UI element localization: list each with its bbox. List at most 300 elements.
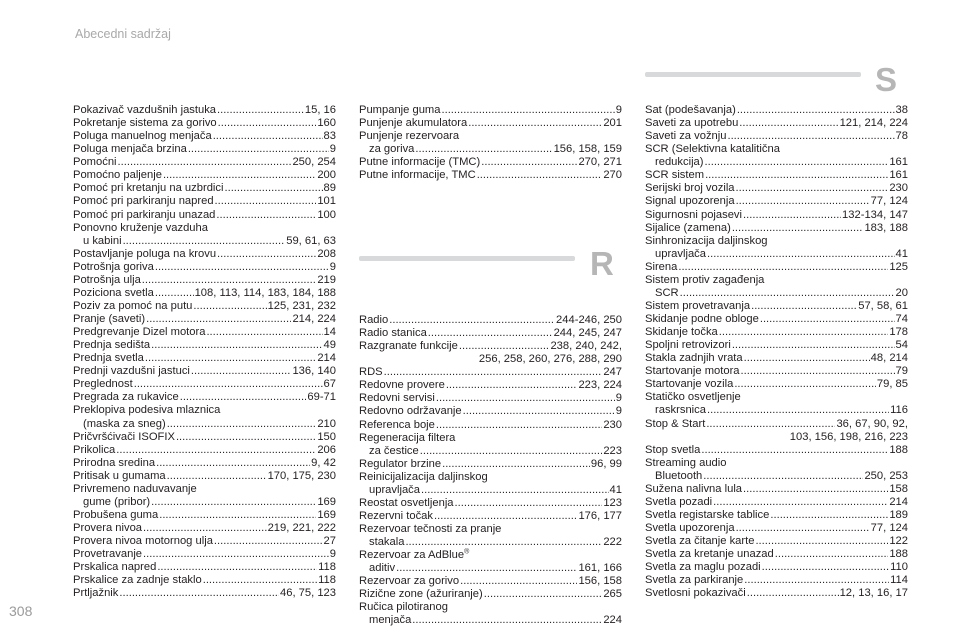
- dot-leader: [459, 340, 550, 353]
- index-entry-pages: 214: [317, 352, 336, 365]
- index-entry-label: Pritisak u gumama: [73, 469, 166, 482]
- index-entry-label: Sužena nalivna lula: [645, 482, 743, 495]
- index-subentry: [359, 143, 622, 156]
- dot-leader: [484, 588, 603, 601]
- index-entry-pages: 214: [889, 495, 908, 508]
- index-entry-label: Postavljanje poluga na krovu: [73, 247, 217, 260]
- index-entry: [645, 535, 908, 548]
- index-entry: [359, 104, 622, 117]
- index-entry: [73, 444, 336, 457]
- dot-leader: [736, 182, 889, 195]
- index-entry-label: Svetlosni pokazivači: [645, 587, 746, 600]
- index-entry: [645, 483, 908, 496]
- index-entry-pages: 208: [317, 247, 336, 260]
- index-entry-pages: 247: [603, 366, 622, 379]
- index-entry-pages: 189: [889, 508, 908, 521]
- page-header-title: Abecedni sadržaj: [75, 27, 171, 41]
- index-entry-pages: 230: [889, 182, 908, 195]
- dot-leader: [706, 418, 835, 431]
- index-entry-heading: [645, 143, 908, 156]
- index-entry-pages: 188: [889, 548, 908, 561]
- dot-leader: [743, 483, 888, 496]
- dot-leader: [217, 104, 304, 117]
- dot-leader: [412, 614, 602, 627]
- index-subentry: [73, 418, 336, 431]
- index-entry: [73, 313, 336, 326]
- index-entry-label: Stop svetla: [645, 443, 701, 456]
- index-entry: [359, 366, 622, 379]
- index-entry-pages: 161, 166: [578, 562, 622, 575]
- index-entry-label: Prednja svetla: [73, 352, 144, 365]
- index-entry-pages: 136, 140: [292, 365, 336, 378]
- index-entry-label: SCR sistem: [645, 169, 705, 182]
- index-entry-label: Preglednost: [73, 378, 133, 391]
- index-entry-pages: 118: [318, 561, 336, 574]
- index-entry-pages: 41: [895, 247, 908, 260]
- index-entry-pages: 125, 231, 232: [267, 299, 336, 312]
- index-entry-pages: 125: [889, 260, 908, 273]
- dot-leader: [159, 509, 316, 522]
- index-entry-label: Redovne provere: [359, 379, 445, 392]
- index-entry-pages: 96, 99: [590, 457, 622, 470]
- index-entry: [359, 497, 622, 510]
- index-entry-pages: 27: [323, 535, 336, 548]
- index-entry-pages: 9: [615, 392, 622, 405]
- index-entry-label: Pomoćni: [73, 156, 117, 169]
- dot-leader: [707, 404, 889, 417]
- index-entry-pages: 100: [317, 208, 336, 221]
- index-entry-label: Pomoćno paljenje: [73, 169, 162, 182]
- dot-leader: [157, 561, 317, 574]
- dot-leader: [118, 156, 292, 169]
- index-entry-label: Skidanje točka: [645, 326, 718, 339]
- index-entry-pages: 114: [890, 574, 908, 587]
- index-entry: [73, 182, 336, 195]
- dot-leader: [736, 522, 870, 535]
- index-subentry: [359, 445, 622, 458]
- dot-leader: [713, 496, 888, 509]
- index-entry-pages: 161: [889, 156, 908, 169]
- index-entry-label: Statičko osvetljenje: [645, 391, 741, 404]
- index-entry: [73, 261, 336, 274]
- index-entry-label: Predgrevanje Dizel motora: [73, 326, 206, 339]
- index-entry-label: Prskalica napred: [73, 561, 157, 574]
- index-entry: [645, 587, 908, 600]
- index-entry-label: Streaming audio: [645, 456, 727, 469]
- index-entry-label: Signal upozorenja: [645, 195, 735, 208]
- index-entry-label: Sigurnosni pojasevi: [645, 208, 743, 221]
- dot-leader: [155, 287, 194, 300]
- index-entry-pages: 250, 253: [864, 469, 908, 482]
- index-entry-label: Stakla zadnjih vrata: [645, 352, 743, 365]
- index-entry-label: Rezervoar tečnosti za pranje: [359, 523, 502, 535]
- index-entry-pages: 238, 240, 242,: [550, 340, 622, 353]
- index-entry-label: stakala: [369, 536, 405, 549]
- dot-leader: [151, 496, 316, 509]
- index-entry-pages: 103, 156, 198, 216, 223: [789, 430, 908, 443]
- index-entry: [359, 314, 622, 327]
- dot-leader: [701, 444, 888, 457]
- index-entry-pages: 132-134, 147: [842, 208, 908, 221]
- dot-leader: [203, 574, 317, 587]
- index-entry: [359, 458, 622, 471]
- index-entry-label: Pomoć pri parkiranju unazad: [73, 208, 216, 221]
- index-entry-pages: 156, 158, 159: [553, 143, 622, 156]
- index-entry-pages: 256, 258, 260, 276, 288, 290: [478, 353, 622, 366]
- index-entry-label: za goriva: [369, 143, 415, 156]
- index-entry-pages: 200: [317, 169, 336, 182]
- index-entry-label: Poziv za pomoć na putu: [73, 299, 193, 312]
- dot-leader: [732, 339, 895, 352]
- index-entry-pages: 83: [323, 130, 336, 143]
- index-entry-label: Sinhronizacija daljinskog: [645, 234, 768, 247]
- index-entry: [73, 574, 336, 587]
- index-entry-label: Startovanje vozila: [645, 378, 734, 391]
- index-entry: [73, 352, 336, 365]
- index-entry-pages: 161: [889, 169, 908, 182]
- dot-leader: [734, 378, 876, 391]
- index-entry-label: Regeneracija filtera: [359, 431, 456, 444]
- index-entry: [645, 378, 908, 391]
- dot-leader: [719, 326, 889, 339]
- index-entry-pages: 77, 124: [870, 522, 908, 534]
- index-entry-label: Prtljažnik: [73, 587, 119, 600]
- dot-leader: [468, 117, 602, 130]
- index-column-2-p: [359, 104, 622, 182]
- index-entry: [73, 209, 336, 222]
- index-entry-label: upravljača: [369, 483, 420, 496]
- index-entry-pages: 89: [323, 182, 336, 195]
- index-subentry: [645, 156, 908, 169]
- index-entry-label: upravljača: [655, 247, 706, 260]
- index-entry-label: Svetla za maglu pozadi: [645, 561, 761, 574]
- index-entry-pages: 9: [615, 104, 622, 116]
- dot-leader: [396, 562, 577, 575]
- index-entry: [645, 209, 908, 222]
- index-entry-label: Pomoć pri parkiranju napred: [73, 195, 214, 208]
- index-entry-label: Prikolica: [73, 443, 116, 456]
- index-entry-label: Saveti za upotrebu: [645, 117, 739, 130]
- index-entry-pages: 206: [317, 443, 336, 456]
- index-entry-pages: 150: [317, 430, 336, 443]
- index-entry: [359, 340, 622, 353]
- index-entry: [645, 222, 908, 235]
- dot-leader: [703, 470, 863, 483]
- index-entry-continuation: [359, 353, 622, 366]
- section-letter-s: S: [875, 61, 898, 98]
- dot-leader: [155, 261, 329, 274]
- section-divider-s: [645, 72, 861, 77]
- index-entry-label: Radio: [359, 314, 389, 326]
- index-entry-heading: [645, 457, 908, 470]
- index-entry-label: Pokretanje sistema za gorivo: [73, 117, 217, 130]
- index-entry-pages: 176, 177: [578, 509, 622, 522]
- index-entry-pages: 169: [317, 495, 336, 508]
- index-entry: [645, 496, 908, 509]
- index-entry-pages: 223: [603, 444, 622, 457]
- index-entry-label: Rezervoar za AdBlue®: [359, 548, 470, 562]
- dot-leader: [747, 587, 839, 600]
- dot-leader: [680, 287, 895, 300]
- index-entry-pages: 79, 85: [876, 378, 908, 391]
- index-entry-continuation: [645, 431, 908, 444]
- index-entry-pages: 222: [603, 536, 622, 549]
- index-entry-label: aditiv: [369, 562, 396, 575]
- index-entry-label: Svetla registarske tablice: [645, 508, 770, 521]
- index-entry-pages: 74: [895, 313, 908, 325]
- dot-leader: [384, 366, 603, 379]
- index-entry-label: menjača: [369, 614, 412, 627]
- dot-leader: [163, 169, 316, 182]
- index-entry-pages: 116: [890, 404, 908, 417]
- index-entry: [645, 522, 908, 535]
- index-entry-pages: 170, 175, 230: [267, 469, 336, 482]
- index-entry-pages: 219: [317, 273, 336, 286]
- dot-leader: [705, 156, 889, 169]
- index-entry-heading: [73, 404, 336, 417]
- index-entry: [73, 457, 336, 470]
- index-column-1: [73, 104, 336, 600]
- dot-leader: [217, 248, 316, 261]
- index-entry-heading: [359, 432, 622, 445]
- dot-leader: [741, 365, 895, 378]
- index-entry-label: (maska za sneg): [83, 417, 166, 430]
- index-entry-label: Potrošnja ulja: [73, 273, 141, 286]
- index-entry-pages: 122: [889, 535, 908, 548]
- index-entry-heading: [359, 523, 622, 536]
- index-entry: [645, 326, 908, 339]
- index-entry-label: Putne informacije, TMC: [359, 169, 476, 182]
- index-entry-pages: 9, 42: [311, 456, 336, 469]
- index-entry: [359, 405, 622, 418]
- index-entry-label: Referenca boje: [359, 418, 435, 431]
- index-entry-pages: 9: [329, 260, 336, 273]
- index-entry: [73, 535, 336, 548]
- index-entry-label: Svetla za parkiranje: [645, 574, 744, 587]
- index-entry-pages: 15, 16: [304, 104, 336, 116]
- index-entry-heading: [645, 274, 908, 287]
- index-entry: [645, 548, 908, 561]
- index-entry-label: Svetla za čitanje karte: [645, 535, 755, 548]
- index-entry: [359, 156, 622, 169]
- index-subentry: [645, 287, 908, 300]
- index-entry-pages: 169: [317, 508, 336, 521]
- dot-leader: [455, 497, 603, 510]
- index-entry-pages: 67: [323, 378, 336, 391]
- index-subentry: [73, 235, 336, 248]
- index-entry-label: Provetravanje: [73, 548, 143, 561]
- index-entry: [645, 117, 908, 130]
- dot-leader: [151, 339, 322, 352]
- index-entry-label: Prskalice za zadnje staklo: [73, 574, 202, 587]
- index-entry: [359, 575, 622, 588]
- index-entry-heading: [645, 235, 908, 248]
- index-entry: [645, 418, 908, 431]
- index-entry-label: Svetla pozadi: [645, 495, 713, 508]
- index-entry: [645, 574, 908, 587]
- index-entry: [359, 510, 622, 523]
- index-entry: [73, 274, 336, 287]
- index-entry-pages: 79: [895, 365, 908, 378]
- dot-leader: [216, 209, 316, 222]
- index-entry: [359, 392, 622, 405]
- index-entry-pages: 270: [603, 169, 622, 182]
- index-entry-heading: [359, 471, 622, 484]
- index-entry: [645, 352, 908, 365]
- index-entry-label: RDS: [359, 366, 383, 379]
- index-entry-label: Preklopiva podesiva mlaznica: [73, 404, 221, 417]
- index-entry-pages: 265: [603, 588, 622, 601]
- index-entry-label: raskrsnica: [655, 404, 706, 417]
- dot-leader: [732, 222, 864, 235]
- dot-leader: [142, 274, 317, 287]
- index-entry-pages: 9: [615, 405, 622, 418]
- index-entry-pages: 250, 254: [292, 156, 336, 169]
- dot-leader: [421, 484, 609, 497]
- dot-leader: [707, 248, 895, 261]
- index-entry-label: Probušena guma: [73, 508, 159, 521]
- dot-leader: [744, 574, 889, 587]
- index-entry: [73, 509, 336, 522]
- index-entry-pages: 59, 61, 63: [286, 234, 336, 247]
- dot-leader: [442, 458, 590, 471]
- index-entry: [645, 339, 908, 352]
- index-entry-label: za čestice: [369, 444, 419, 457]
- dot-leader: [739, 117, 838, 130]
- index-entry-label: SCR (Selektivna katalitična: [645, 143, 780, 156]
- index-entry-label: Saveti za vožnju: [645, 130, 727, 143]
- dot-leader: [460, 575, 577, 588]
- dot-leader: [167, 418, 317, 431]
- index-entry-heading: [645, 391, 908, 404]
- index-entry-label: SCR: [655, 286, 679, 299]
- index-entry-pages: 9: [329, 143, 336, 156]
- dot-leader: [727, 130, 894, 143]
- index-entry-label: Ručica pilotiranog: [359, 601, 448, 614]
- index-entry-heading: [359, 549, 622, 562]
- index-entry: [645, 561, 908, 574]
- index-entry-label: Razgranate funkcije: [359, 340, 458, 353]
- index-entry: [73, 339, 336, 352]
- index-entry-pages: 78: [895, 130, 908, 143]
- dot-leader: [156, 457, 310, 470]
- index-entry-label: Potrošnja goriva: [73, 260, 154, 273]
- page-number: 308: [9, 603, 33, 619]
- dot-leader: [743, 209, 841, 222]
- index-entry-pages: 54: [895, 339, 908, 352]
- dot-leader: [191, 365, 292, 378]
- index-entry-pages: 69-71: [307, 391, 336, 404]
- index-entry-label: Pričvršćivači ISOFIX: [73, 430, 175, 443]
- index-entry: [645, 195, 908, 208]
- index-entry-label: Sirena: [645, 260, 678, 273]
- index-entry-pages: 201: [603, 117, 622, 130]
- dot-leader: [481, 156, 577, 169]
- index-entry-pages: 9: [329, 548, 336, 561]
- dot-leader: [167, 470, 267, 483]
- dot-leader: [143, 522, 267, 535]
- index-subentry: [359, 562, 622, 575]
- dot-leader: [678, 261, 888, 274]
- index-entry-pages: 210: [317, 417, 336, 430]
- index-entry: [73, 326, 336, 339]
- section-divider-r: [359, 256, 575, 261]
- index-entry-heading: [73, 222, 336, 235]
- index-entry-pages: 270, 271: [578, 156, 622, 169]
- dot-leader: [428, 327, 553, 340]
- index-entry-label: Redovno održavanje: [359, 405, 462, 418]
- index-entry-label: u kabini: [83, 234, 122, 247]
- dot-leader: [180, 391, 307, 404]
- index-entry: [645, 261, 908, 274]
- dot-leader: [415, 143, 552, 156]
- index-entry-label: Prednji vazdušni jastuci: [73, 365, 190, 378]
- index-entry-label: Sistem provetravanja: [645, 299, 751, 312]
- index-entry: [73, 195, 336, 208]
- dot-leader: [389, 314, 555, 327]
- index-entry-label: Poluga menjača brzina: [73, 143, 187, 156]
- dot-leader: [436, 419, 602, 432]
- dot-leader: [218, 117, 317, 130]
- index-entry: [73, 561, 336, 574]
- index-entry: [73, 117, 336, 130]
- index-entry-pages: 158: [889, 482, 908, 495]
- dot-leader: [123, 235, 286, 248]
- index-entry-pages: 160: [317, 117, 336, 130]
- index-entry-label: Punjenje akumulatora: [359, 117, 468, 130]
- index-subentry: [645, 470, 908, 483]
- index-entry-label: Pokazivač vazdušnih jastuka: [73, 104, 217, 116]
- index-entry: [645, 313, 908, 326]
- index-entry: [73, 156, 336, 169]
- dot-leader: [436, 392, 615, 405]
- index-entry-label: Serijski broj vozila: [645, 182, 735, 195]
- index-entry-label: Ponovno kruženje vazduha: [73, 221, 208, 234]
- dot-leader: [775, 548, 889, 561]
- index-column-2-r: [359, 314, 622, 628]
- index-entry-pages: 244, 245, 247: [553, 327, 622, 340]
- dot-leader: [760, 313, 895, 326]
- index-entry-pages: 178: [889, 326, 908, 339]
- index-entry-pages: 110: [890, 561, 908, 574]
- dot-leader: [477, 169, 603, 182]
- index-entry-pages: 41: [609, 483, 622, 496]
- index-entry: [359, 169, 622, 182]
- index-entry-label: Pregrada za rukavice: [73, 391, 179, 404]
- index-entry-label: Reostat osvetljenja: [359, 496, 454, 509]
- index-entry-pages: 123: [603, 496, 622, 509]
- index-entry-label: gume (pribor): [83, 495, 151, 508]
- index-entry-pages: 36, 67, 90, 92,: [836, 417, 908, 430]
- index-entry: [73, 431, 336, 444]
- index-entry: [73, 248, 336, 261]
- index-entry-pages: 12, 13, 16, 17: [839, 587, 908, 600]
- dot-leader: [193, 300, 266, 313]
- index-entry-label: Provera nivoa: [73, 522, 143, 534]
- index-entry-label: Prednja sedišta: [73, 339, 151, 352]
- index-entry: [359, 588, 622, 601]
- index-entry: [73, 365, 336, 378]
- index-entry: [73, 522, 336, 535]
- dot-leader: [744, 352, 870, 365]
- index-entry-label: Provera nivoa motornog ulja: [73, 535, 213, 548]
- index-entry-pages: 48, 214: [870, 352, 908, 365]
- index-entry-label: Stop & Start: [645, 417, 706, 430]
- index-entry-pages: 183, 188: [864, 221, 908, 234]
- index-entry-label: Putne informacije (TMC): [359, 156, 481, 169]
- index-entry-pages: 20: [895, 286, 908, 299]
- dot-leader: [215, 195, 317, 208]
